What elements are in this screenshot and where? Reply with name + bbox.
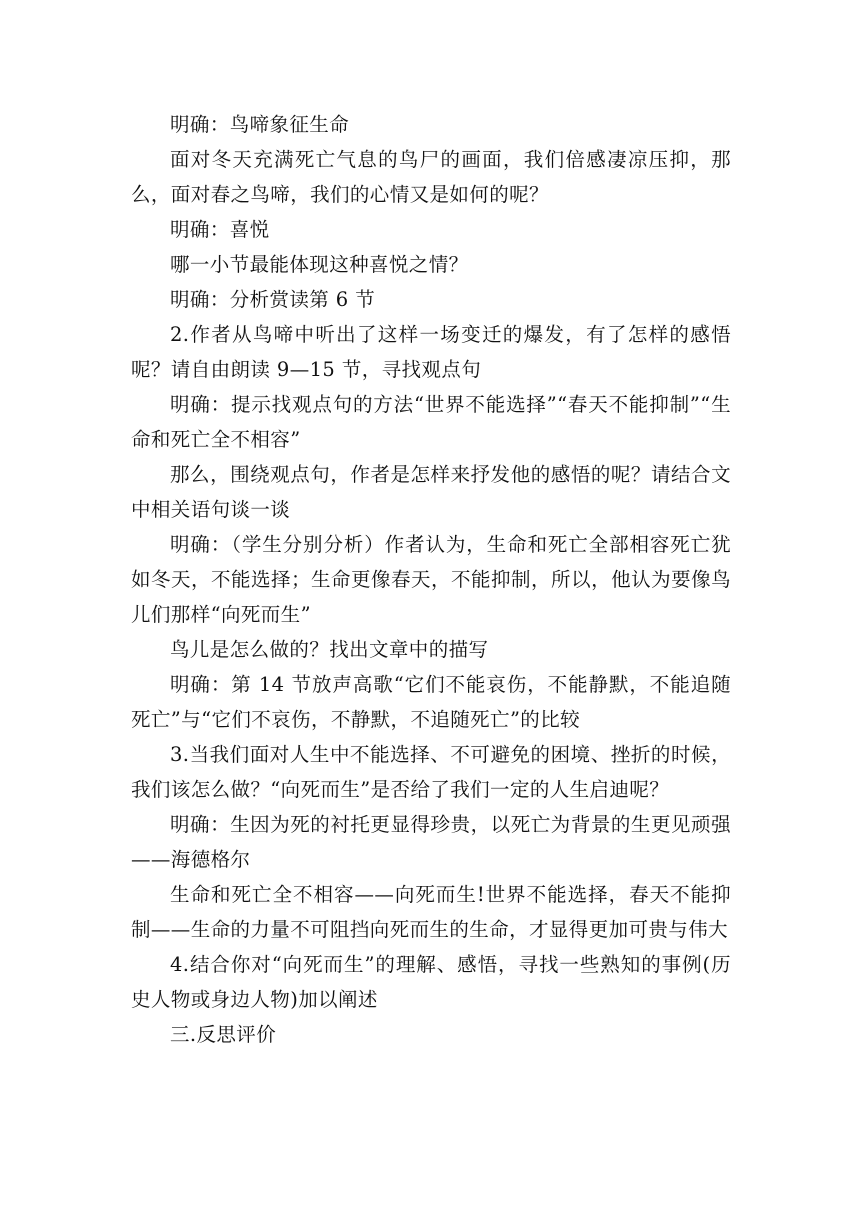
paragraph: 明确：（学生分别分析）作者认为，生命和死亡全部相容死亡犹如冬天，不能选择；生命更像春天，不能抑制，所以，他认为要像鸟儿们那样“向死而生” — [131, 533, 731, 626]
paragraph: 哪一小节最能体现这种喜悦之情？ — [170, 253, 469, 276]
paragraph: 明确：生因为死的衬托更显得珍贵，以死亡为背景的生更见顽强——海德格尔 — [131, 813, 731, 871]
paragraph: 明确：鸟啼象征生命 — [170, 113, 350, 136]
paragraph: 面对冬天充满死亡气息的鸟尸的画面，我们倍感凄凉压抑，那么，面对春之鸟啼，我们的心情又是如何的呢？ — [131, 148, 731, 206]
paragraph: 明确：第 14 节放声高歌“它们不能哀伤，不能静默，不能追随死亡”与“它们不哀伤，不静默，不追随死亡”的比较 — [131, 673, 731, 731]
paragraph: 明确：分析赏读第 6 节 — [170, 288, 376, 311]
document-page — [131, 107, 731, 1052]
paragraph: 生命和死亡全不相容——向死而生!世界不能选择，春天不能抑制——生命的力量不可阻挡向死而生的生命，才显得更加可贵与伟大 — [131, 883, 731, 941]
paragraph: 3.当我们面对人生中不能选择、不可避免的困境、挫折的时候，我们该怎么做？“向死而生”是否给了我们一定的人生启迪呢？ — [131, 743, 731, 801]
paragraph: 明确：喜悦 — [170, 218, 270, 241]
paragraph: 鸟儿是怎么做的？找出文章中的描写 — [170, 638, 489, 661]
paragraph: 4.结合你对“向死而生”的理解、感悟，寻找一些熟知的事例(历史人物或身边人物)加以阐述 — [131, 953, 731, 1011]
paragraph: 那么，围绕观点句，作者是怎样来抒发他的感悟的呢？请结合文中相关语句谈一谈 — [131, 463, 731, 521]
paragraph: 2.作者从鸟啼中听出了这样一场变迁的爆发，有了怎样的感悟呢？请自由朗读 9—15 节，寻找观点句 — [131, 323, 731, 381]
paragraph: 三.反思评价 — [170, 1023, 277, 1046]
paragraph: 明确：提示找观点句的方法“世界不能选择”“春天不能抑制”“生命和死亡全不相容” — [131, 393, 731, 451]
